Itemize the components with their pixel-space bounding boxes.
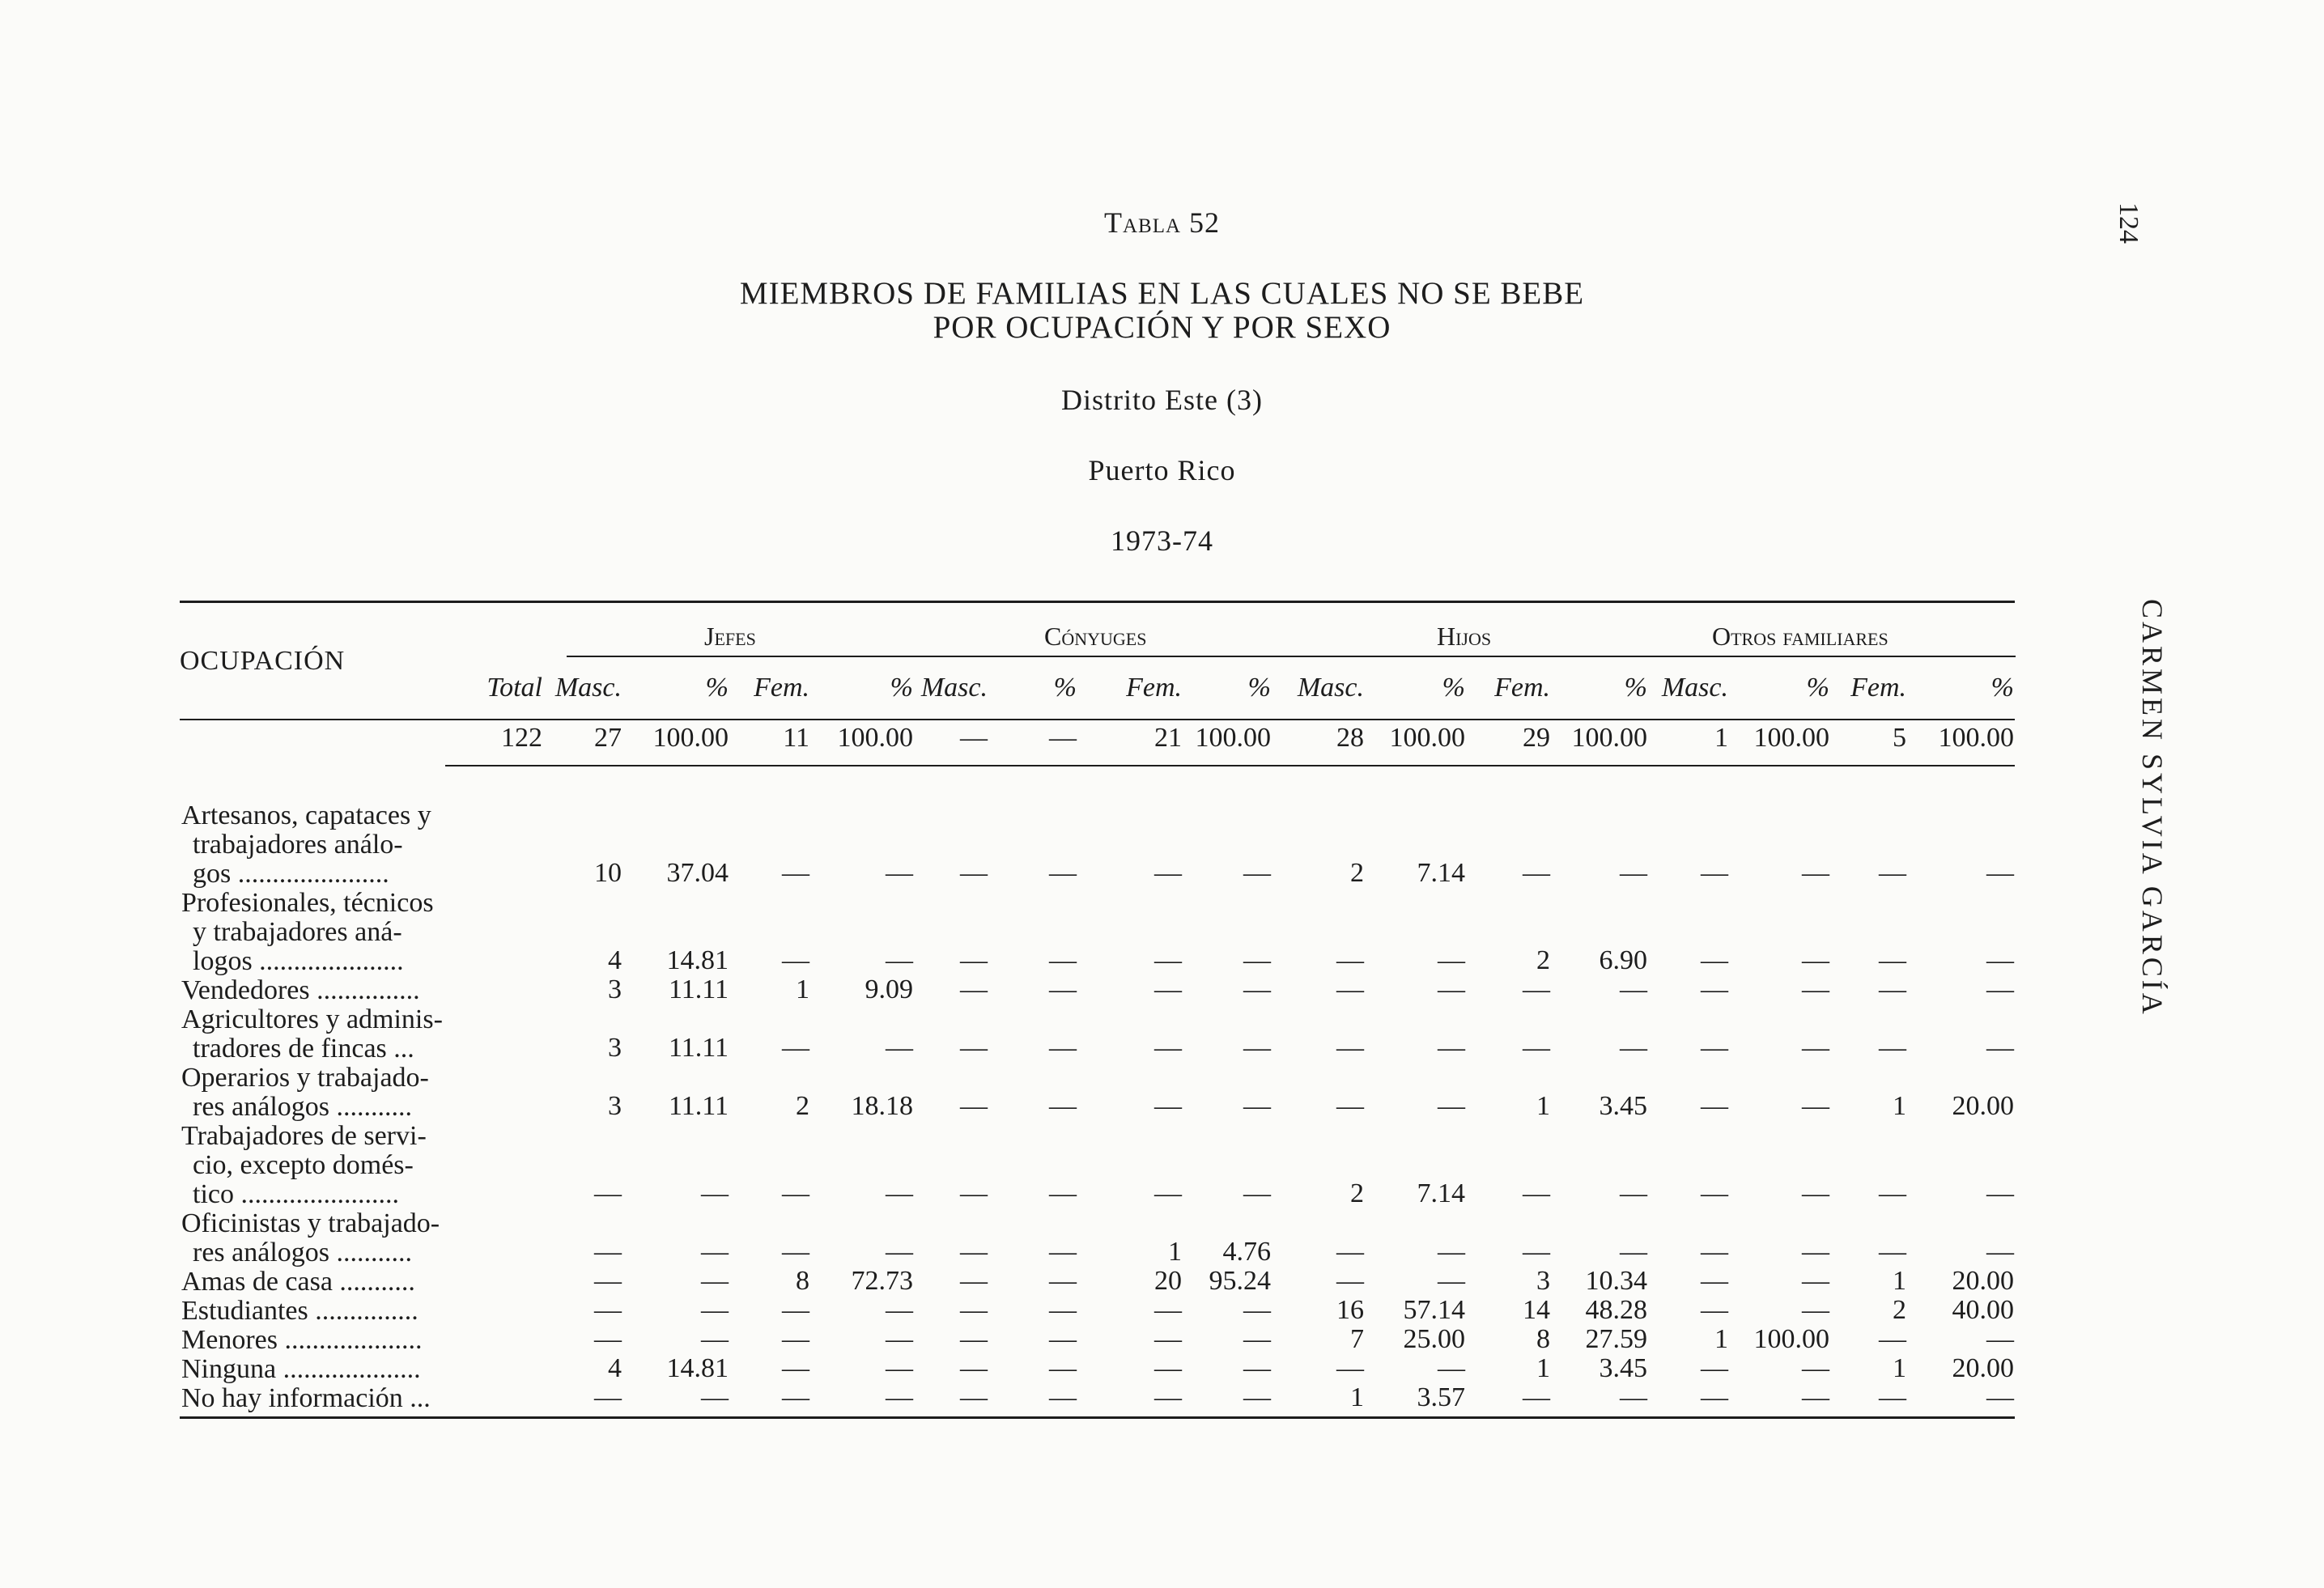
row-cell: — — [1802, 1295, 1829, 1325]
row-cell: — — [782, 858, 809, 888]
row-cell: 2 — [1350, 1178, 1364, 1208]
occupation-label-line: Menores .................... — [181, 1325, 423, 1355]
row-cell: 7.14 — [1417, 1178, 1465, 1208]
subheader-13: Masc. — [1661, 673, 1728, 703]
row-cell: 1 — [1350, 1382, 1364, 1412]
total-cell-0: 122 — [501, 723, 542, 753]
row-cell: 27.59 — [1585, 1324, 1647, 1354]
row-cell: — — [1802, 1237, 1829, 1267]
row-cell: 20.00 — [1952, 1353, 2014, 1383]
subheader-8: % — [1247, 673, 1271, 703]
row-cell: 3.45 — [1599, 1353, 1647, 1383]
row-cell: 11.11 — [669, 974, 729, 1004]
row-cell: 72.73 — [851, 1266, 913, 1296]
row-cell: — — [1154, 1324, 1182, 1354]
row-cell: — — [1986, 1382, 2014, 1412]
row-cell: — — [1701, 1266, 1728, 1296]
row-cell: — — [1620, 858, 1647, 888]
row-cell: — — [960, 1237, 988, 1267]
row-cell: — — [1802, 945, 1829, 975]
row-cell: — — [782, 1178, 809, 1208]
row-cell: — — [1620, 974, 1647, 1004]
occupation-label — [181, 1005, 534, 1064]
row-cell: — — [960, 974, 988, 1004]
header-bottom-rule — [180, 719, 2015, 720]
occupation-label-line: res análogos ........... — [193, 1238, 413, 1267]
total-cell-3: 11 — [783, 723, 809, 753]
years-label: 1973-74 — [1111, 524, 1213, 557]
row-cell: — — [886, 1237, 913, 1267]
row-cell: — — [1243, 1353, 1271, 1383]
subheader-2: % — [705, 673, 729, 703]
row-cell: 10 — [594, 858, 622, 888]
row-cell: — — [1243, 945, 1271, 975]
row-cell: — — [1336, 1091, 1364, 1121]
row-cell: — — [1154, 1382, 1182, 1412]
row-cell: 11.11 — [669, 1091, 729, 1121]
row-cell: — — [594, 1324, 622, 1354]
row-cell: 8 — [796, 1266, 809, 1296]
row-cell: — — [960, 1178, 988, 1208]
occupation-label — [181, 1297, 534, 1326]
row-cell: — — [1523, 1033, 1550, 1063]
row-cell: — — [960, 1353, 988, 1383]
row-cell: — — [1701, 858, 1728, 888]
row-cell: — — [1049, 1353, 1077, 1383]
row-cell: — — [1154, 1353, 1182, 1383]
row-cell: — — [1243, 1091, 1271, 1121]
occupation-label-line: logos ..................... — [193, 946, 404, 976]
occupation-label — [181, 889, 534, 976]
row-cell: 2 — [1350, 858, 1364, 888]
row-cell: — — [1802, 858, 1829, 888]
row-cell: 1 — [1893, 1353, 1906, 1383]
row-cell: — — [1620, 1033, 1647, 1063]
table-number-text: Tabla 52 — [1103, 206, 1221, 239]
occupation-label-line: Ninguna .................... — [181, 1354, 421, 1384]
total-cell-9: 28 — [1336, 723, 1364, 753]
row-cell: — — [1243, 974, 1271, 1004]
occupation-label-line: Profesionales, técnicos — [181, 888, 434, 918]
row-cell: — — [1336, 1237, 1364, 1267]
row-cell: 4.76 — [1222, 1237, 1271, 1267]
occupation-label — [181, 1384, 534, 1413]
row-cell: — — [1620, 1382, 1647, 1412]
total-cell-5: — — [960, 723, 988, 753]
row-cell: — — [1336, 974, 1364, 1004]
row-cell: — — [1154, 1033, 1182, 1063]
occupation-label-line: Agricultores y adminis- — [181, 1004, 443, 1034]
row-cell: 40.00 — [1952, 1295, 2014, 1325]
place-label: Puerto Rico — [1088, 454, 1236, 486]
subheader-14: % — [1806, 673, 1829, 703]
row-cell: — — [1523, 858, 1550, 888]
row-cell: 4 — [608, 1353, 622, 1383]
row-cell: — — [1438, 1266, 1465, 1296]
occupation-label-line: Amas de casa ........... — [181, 1267, 415, 1297]
row-cell: — — [886, 1382, 913, 1412]
row-cell: — — [1879, 945, 1906, 975]
row-cell: — — [886, 858, 913, 888]
subheader-6: % — [1053, 673, 1077, 703]
occupation-label — [181, 1064, 534, 1122]
row-cell: — — [1049, 858, 1077, 888]
row-cell: — — [1243, 1382, 1271, 1412]
row-cell: 2 — [1536, 945, 1550, 975]
row-cell: — — [782, 1382, 809, 1412]
row-cell: — — [1701, 974, 1728, 1004]
row-cell: — — [1336, 1353, 1364, 1383]
row-cell: — — [960, 1324, 988, 1354]
row-cell: — — [594, 1295, 622, 1325]
row-cell: — — [1879, 1237, 1906, 1267]
row-cell: — — [886, 1033, 913, 1063]
row-cell: — — [960, 1295, 988, 1325]
occupation-label — [181, 801, 534, 889]
group-header-otros-familiares: Otros familiares — [1712, 622, 1889, 651]
author-running-head: CARMEN SYLVIA GARCÍA — [2136, 599, 2169, 1017]
row-cell: 3 — [608, 974, 622, 1004]
occupation-label-line: tico ....................... — [193, 1179, 399, 1209]
row-cell: — — [1620, 1237, 1647, 1267]
row-cell: — — [960, 945, 988, 975]
row-cell: — — [701, 1295, 729, 1325]
row-cell: — — [1701, 945, 1728, 975]
occupation-label — [181, 1209, 534, 1267]
row-cell: — — [594, 1237, 622, 1267]
total-cell-12: 100.00 — [1571, 723, 1647, 753]
total-cell-13: 1 — [1714, 723, 1728, 753]
row-cell: 14.81 — [666, 1353, 729, 1383]
row-cell: — — [1243, 1324, 1271, 1354]
occupation-label-line: Operarios y trabajado- — [181, 1063, 429, 1093]
row-cell: 3 — [608, 1091, 622, 1121]
row-cell: — — [1154, 1295, 1182, 1325]
row-cell: — — [1802, 1353, 1829, 1383]
row-cell: 2 — [796, 1091, 809, 1121]
row-cell: — — [701, 1237, 729, 1267]
occupation-label-line: Trabajadores de servi- — [181, 1121, 427, 1151]
row-cell: 1 — [1536, 1353, 1550, 1383]
subheader-7: Fem. — [1126, 673, 1182, 703]
total-cell-16: 100.00 — [1938, 723, 2014, 753]
row-cell: — — [1438, 1353, 1465, 1383]
row-cell: — — [782, 1353, 809, 1383]
row-cell: 14 — [1523, 1295, 1550, 1325]
row-cell: 20.00 — [1952, 1091, 2014, 1121]
group-header-hijos: Hijos — [1437, 622, 1492, 651]
row-cell: — — [1523, 1237, 1550, 1267]
row-cell: 20.00 — [1952, 1266, 2014, 1296]
row-cell: — — [1986, 945, 2014, 975]
row-cell: — — [782, 1324, 809, 1354]
row-cell: — — [1154, 1091, 1182, 1121]
row-cell: 1 — [1714, 1324, 1728, 1354]
row-cell: — — [1049, 1178, 1077, 1208]
row-cell: — — [1243, 1178, 1271, 1208]
row-cell: — — [1438, 974, 1465, 1004]
row-cell: 3.57 — [1417, 1382, 1465, 1412]
row-cell: — — [1701, 1178, 1728, 1208]
row-cell: — — [960, 1033, 988, 1063]
row-cell: 20 — [1154, 1266, 1182, 1296]
row-cell: — — [1701, 1382, 1728, 1412]
row-cell: — — [1243, 1033, 1271, 1063]
row-cell: — — [886, 945, 913, 975]
row-cell: — — [1049, 1382, 1077, 1412]
row-cell: — — [1986, 1178, 2014, 1208]
row-cell: — — [782, 1237, 809, 1267]
table-number — [0, 206, 2324, 238]
row-cell: — — [1879, 1324, 1906, 1354]
occupation-label-line: res análogos ........... — [193, 1092, 413, 1122]
row-cell: — — [1049, 1091, 1077, 1121]
row-cell: — — [594, 1382, 622, 1412]
subheader-1: Masc. — [554, 673, 622, 703]
row-cell: — — [1154, 974, 1182, 1004]
row-cell: 11.11 — [669, 1033, 729, 1063]
row-cell: — — [1986, 1324, 2014, 1354]
total-cell-4: 100.00 — [837, 723, 913, 753]
row-cell: — — [1701, 1353, 1728, 1383]
total-cell-6: — — [1049, 723, 1077, 753]
subheader-3: Fem. — [754, 673, 809, 703]
row-cell: 4 — [608, 945, 622, 975]
row-cell: 1 — [796, 974, 809, 1004]
row-cell: 14.81 — [666, 945, 729, 975]
occupation-label-line: Artesanos, capataces y — [181, 800, 431, 830]
row-cell: — — [1438, 1237, 1465, 1267]
row-cell: — — [1523, 974, 1550, 1004]
district-label: Distrito Este (3) — [1061, 384, 1263, 416]
row-cell: — — [1049, 1266, 1077, 1296]
row-cell: — — [1879, 858, 1906, 888]
row-cell: — — [1523, 1382, 1550, 1412]
row-cell: — — [1243, 858, 1271, 888]
row-cell: — — [1879, 1033, 1906, 1063]
subheader-4: % — [890, 673, 913, 703]
row-cell: — — [886, 1353, 913, 1383]
total-cell-14: 100.00 — [1753, 723, 1829, 753]
row-cell: — — [1802, 1091, 1829, 1121]
row-cell: — — [701, 1178, 729, 1208]
occupation-label — [181, 1267, 534, 1297]
row-cell: — — [594, 1266, 622, 1296]
row-cell: — — [1986, 1237, 2014, 1267]
row-cell: — — [1049, 1324, 1077, 1354]
row-cell: — — [1154, 945, 1182, 975]
row-cell: — — [886, 1178, 913, 1208]
row-cell: — — [1701, 1237, 1728, 1267]
totals-bottom-rule — [445, 765, 2015, 766]
subheader-16: % — [1990, 673, 2014, 703]
row-cell: 10.34 — [1585, 1266, 1647, 1296]
row-cell: — — [960, 1091, 988, 1121]
total-cell-11: 29 — [1523, 723, 1550, 753]
row-cell: — — [1986, 1033, 2014, 1063]
row-cell: — — [1879, 1178, 1906, 1208]
total-cell-1: 27 — [594, 723, 622, 753]
row-cell: 3 — [1536, 1266, 1550, 1296]
subheader-12: % — [1624, 673, 1647, 703]
row-cell: — — [1438, 1033, 1465, 1063]
row-cell: — — [1438, 1091, 1465, 1121]
row-cell: — — [701, 1382, 729, 1412]
row-cell: — — [1154, 858, 1182, 888]
subheader-11: Fem. — [1494, 673, 1550, 703]
row-cell: — — [1802, 1178, 1829, 1208]
total-cell-10: 100.00 — [1389, 723, 1465, 753]
row-cell: — — [782, 1295, 809, 1325]
row-cell: — — [1154, 1178, 1182, 1208]
row-cell: 7.14 — [1417, 858, 1465, 888]
table-title-line-1: MIEMBROS DE FAMILIAS EN LAS CUALES NO SE BEBE — [739, 276, 1585, 311]
subheader-9: Masc. — [1297, 673, 1364, 703]
subheader-10: % — [1442, 673, 1465, 703]
row-cell: — — [1243, 1295, 1271, 1325]
row-cell: — — [1802, 1266, 1829, 1296]
occupation-label-line: Vendedores ............... — [181, 975, 420, 1005]
occupation-label-line: No hay información ... — [181, 1383, 431, 1413]
group-header-rule — [567, 656, 2016, 657]
row-cell: — — [1986, 858, 2014, 888]
occupation-label-line: gos ...................... — [193, 859, 389, 889]
row-cell: 6.90 — [1599, 945, 1647, 975]
occupation-label — [181, 1122, 534, 1209]
row-cell: — — [1049, 1237, 1077, 1267]
subheader-15: Fem. — [1850, 673, 1906, 703]
occupation-label-line: trabajadores análo- — [193, 830, 403, 860]
row-cell: — — [960, 1266, 988, 1296]
row-cell: 25.00 — [1403, 1324, 1465, 1354]
row-cell: — — [782, 1033, 809, 1063]
occupation-label — [181, 1326, 534, 1355]
page-number: 124 — [2114, 202, 2143, 244]
occupation-label-line: Estudiantes ............... — [181, 1296, 418, 1326]
row-cell: — — [1523, 1178, 1550, 1208]
occupation-label — [181, 976, 534, 1005]
total-cell-7: 21 — [1154, 723, 1182, 753]
row-cell: — — [1879, 974, 1906, 1004]
occupation-label-line: cio, excepto domés- — [193, 1150, 414, 1180]
row-cell: — — [594, 1178, 622, 1208]
row-cell: — — [782, 945, 809, 975]
row-cell: — — [701, 1266, 729, 1296]
row-cell: 8 — [1536, 1324, 1550, 1354]
row-cell: 1 — [1536, 1091, 1550, 1121]
row-cell: — — [1049, 1295, 1077, 1325]
row-cell: 57.14 — [1403, 1295, 1465, 1325]
row-cell: — — [1336, 1266, 1364, 1296]
row-cell: 100.00 — [1753, 1324, 1829, 1354]
group-header-conyuges: Cónyuges — [1044, 622, 1147, 651]
occupation-label-line: Oficinistas y trabajado- — [181, 1208, 440, 1238]
row-cell: 2 — [1893, 1295, 1906, 1325]
row-cell: — — [886, 1295, 913, 1325]
row-cell: — — [1701, 1091, 1728, 1121]
row-cell: 9.09 — [865, 974, 913, 1004]
row-cell: 1 — [1168, 1237, 1182, 1267]
subheader-5: Masc. — [920, 673, 988, 703]
row-cell: 37.04 — [666, 858, 729, 888]
row-cell: — — [960, 1382, 988, 1412]
row-cell: — — [1336, 1033, 1364, 1063]
row-cell: — — [1049, 1033, 1077, 1063]
row-cell: — — [1620, 1178, 1647, 1208]
row-cell: — — [960, 858, 988, 888]
row-cell: 18.18 — [851, 1091, 913, 1121]
table-bottom-rule — [180, 1416, 2015, 1419]
row-cell: 95.24 — [1209, 1266, 1271, 1296]
row-cell: — — [1701, 1033, 1728, 1063]
row-cell: 7 — [1350, 1324, 1364, 1354]
row-cell: 48.28 — [1585, 1295, 1647, 1325]
total-cell-2: 100.00 — [652, 723, 729, 753]
row-cell: 3.45 — [1599, 1091, 1647, 1121]
row-cell: — — [1049, 945, 1077, 975]
row-cell: 16 — [1336, 1295, 1364, 1325]
row-cell: — — [701, 1324, 729, 1354]
row-cell: — — [1438, 945, 1465, 975]
table-title-line-2: POR OCUPACIÓN Y POR SEXO — [933, 310, 1391, 345]
occupation-label-line: y trabajadores aná- — [193, 917, 402, 947]
occupation-label-line: tradores de fincas ... — [193, 1034, 414, 1064]
subheader-0: Total — [486, 673, 542, 703]
row-cell: — — [1701, 1295, 1728, 1325]
table-top-rule — [180, 601, 2015, 603]
row-cell: — — [1336, 945, 1364, 975]
row-cell: — — [1986, 974, 2014, 1004]
occupation-label — [181, 1355, 534, 1384]
row-cell: — — [1802, 1382, 1829, 1412]
row-cell: 1 — [1893, 1091, 1906, 1121]
row-cell: — — [1049, 974, 1077, 1004]
row-cell: — — [886, 1324, 913, 1354]
row-cell: — — [1802, 1033, 1829, 1063]
row-cell: — — [1802, 974, 1829, 1004]
row-cell: 1 — [1893, 1266, 1906, 1296]
group-header-jefes: Jefes — [704, 622, 756, 651]
row-cell: — — [1879, 1382, 1906, 1412]
row-cell: 3 — [608, 1033, 622, 1063]
total-cell-15: 5 — [1893, 723, 1906, 753]
occupation-header: OCUPACIÓN — [180, 646, 346, 676]
total-cell-8: 100.00 — [1195, 723, 1271, 753]
